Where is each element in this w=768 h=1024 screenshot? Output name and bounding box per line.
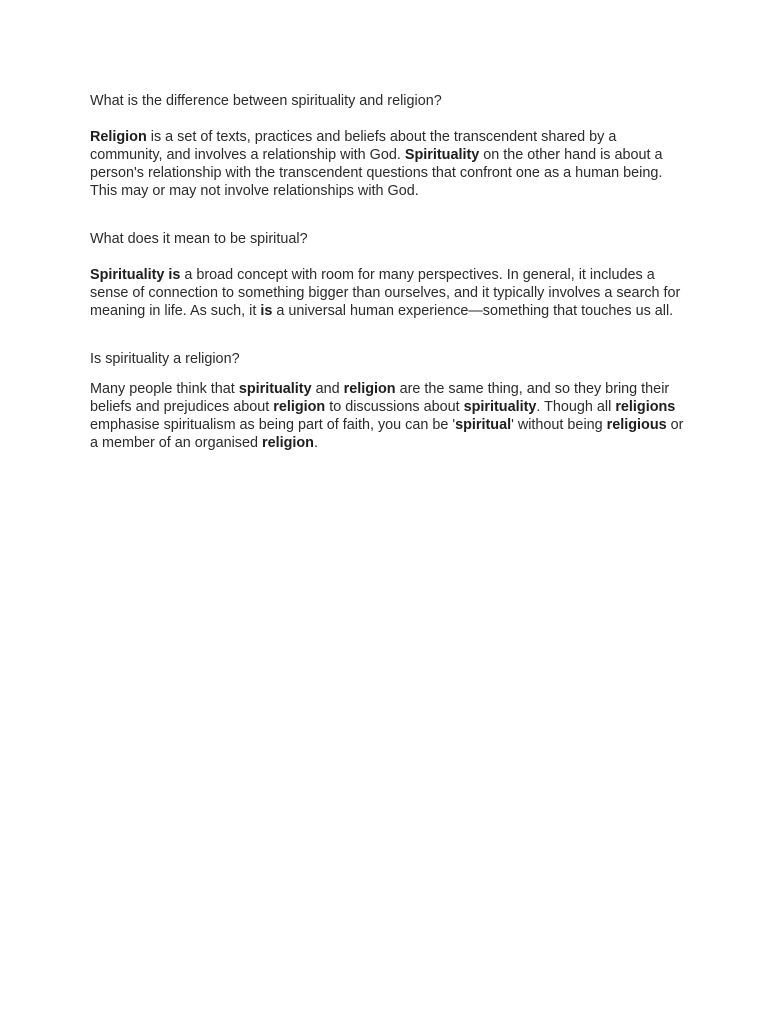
text-run: on the other hand is about a person's relationship with the transcendent questions that confront one as a human being. This may or may not involve relationships with God. — [90, 147, 663, 199]
bold-term: spirituality — [238, 381, 312, 397]
text-run: and — [311, 381, 344, 397]
question-heading: Is spirituality a religion? — [90, 351, 240, 367]
bold-term: religion — [343, 381, 396, 397]
text-run: a universal human experience—something that touches us all. — [272, 303, 674, 319]
bold-term: religion — [262, 435, 314, 451]
text-run: to discussions about — [325, 399, 464, 415]
answer-paragraph — [90, 266, 690, 320]
document-body — [90, 92, 690, 452]
bold-term: Spirituality — [404, 147, 480, 163]
answer-paragraph — [90, 128, 690, 200]
answer-paragraph — [90, 380, 690, 452]
text-run: . — [313, 435, 318, 451]
text-run: are the same thing, and so they bring their beliefs and prejudices about — [90, 381, 670, 415]
bold-term: spiritual — [455, 417, 512, 433]
text-run: or a member of an organised — [90, 417, 684, 451]
bold-term: Religion — [90, 129, 147, 145]
question-heading: What is the difference between spirituality and religion? — [90, 93, 442, 109]
text-run: Many people think that — [90, 381, 239, 397]
bold-term: religions — [615, 399, 676, 415]
text-run: . Though all — [536, 399, 616, 415]
bold-term: religious — [606, 417, 667, 433]
bold-term: Spirituality is — [90, 267, 181, 283]
bold-term: religion — [273, 399, 326, 415]
text-run: ' without being — [511, 417, 607, 433]
bold-term: is — [260, 303, 273, 319]
text-run: is a set of texts, practices and beliefs about the transcendent shared by a community, and involves a relationship with God. — [90, 129, 617, 163]
text-run: a broad concept with room for many perspectives. In general, it includes a sense of connection to something bigger than ourselves, and it typically involves a search for meaning in life. As such, it — [90, 267, 681, 319]
bold-term: spirituality — [463, 399, 537, 415]
text-run: emphasise spiritualism as being part of faith, you can be ' — [90, 417, 456, 433]
question-heading: What does it mean to be spiritual? — [90, 231, 308, 247]
